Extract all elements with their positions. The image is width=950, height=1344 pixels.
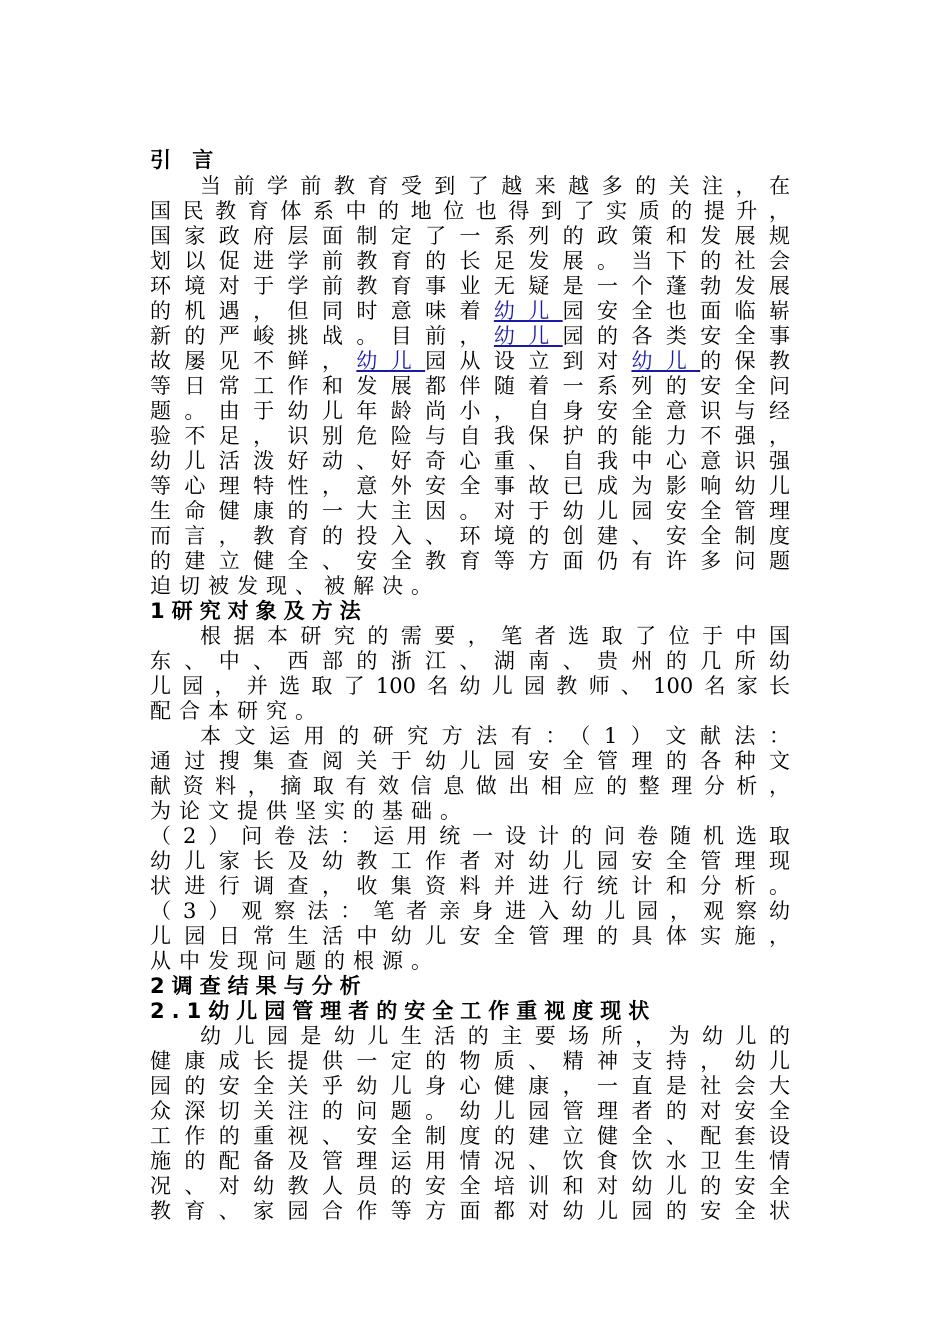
text-segment: 况、对幼教人员的安全培训和对幼儿的安全 (150, 1174, 790, 1198)
text-segment: （2）问卷法：运用统一设计的问卷随机选取 (150, 824, 790, 848)
text-segment: 1研究对象及方法 (150, 599, 368, 623)
text-segment: 国家政府层面制定了一系列的政策和发展规 (150, 224, 790, 248)
text-segment: 划以促进学前教育的长足发展。当下的社会 (150, 249, 790, 273)
text-line (150, 1149, 790, 1174)
text-segment: 献资料，摘取有效信息做出相应的整理分析， (150, 774, 790, 798)
text-line (150, 649, 790, 674)
section-heading (150, 999, 790, 1024)
text-segment: 的建立健全、安全教育等方面仍有许多问题 (150, 549, 790, 573)
text-line (200, 1024, 790, 1049)
text-segment: 幼儿家长及幼教工作者对幼儿园安全管理现 (150, 849, 790, 873)
text-segment: 园安全也面临崭 (562, 299, 791, 323)
text-segment: 众深切关注的问题。幼儿园管理者的对安全 (150, 1099, 790, 1123)
text-segment: 故屡见不鲜， (150, 349, 357, 373)
text-segment: 儿园，并选取了100名幼儿园教师、100名家长 (150, 674, 790, 698)
text-line (150, 874, 790, 899)
text-segment: 引 言 (150, 148, 221, 172)
text-segment: 验不足，识别危险与自我保护的能力不强， (150, 424, 790, 448)
text-line (150, 849, 790, 874)
text-segment: 园从设立到对 (425, 349, 632, 373)
text-segment: 幼儿园是幼儿生活的主要场所，为幼儿的 (200, 1024, 790, 1048)
text-line (150, 799, 790, 824)
text-line (150, 924, 790, 949)
text-segment: 新的严峻挑战。目前， (150, 324, 494, 348)
text-segment: 健康成长提供一定的物质、精神支持，幼儿 (150, 1049, 790, 1073)
text-segment: 2.1幼儿园管理者的安全工作重视度现状 (150, 999, 657, 1023)
text-line (150, 574, 790, 599)
text-segment: 通过搜集查阅关于幼儿园安全管理的各种文 (150, 749, 790, 773)
text-line (150, 249, 790, 274)
text-line (150, 549, 790, 574)
text-segment: 根据本研究的需要，笔者选取了位于中国 (200, 624, 790, 648)
text-line (150, 349, 790, 374)
hyperlink-youer[interactable]: 幼儿 (493, 324, 563, 348)
text-segment: 配合本研究。 (150, 699, 324, 723)
text-line (150, 1199, 790, 1224)
text-line (200, 174, 790, 199)
section-heading (150, 974, 790, 999)
text-line (150, 949, 790, 974)
text-line (150, 1049, 790, 1074)
text-segment: 等日常工作和发展都伴随着一系列的安全问 (150, 374, 790, 398)
text-segment: 园的各类安全事 (562, 324, 791, 348)
text-segment: 东、中、西部的浙江、湖南、贵州的几所幼 (150, 649, 790, 673)
text-segment: 的机遇，但同时意味着 (150, 299, 494, 323)
text-segment: 园的安全关乎幼儿身心健康，一直是社会大 (150, 1074, 790, 1098)
text-line (150, 299, 790, 324)
text-segment: 儿园日常生活中幼儿安全管理的具体实施， (150, 924, 790, 948)
text-line (150, 424, 790, 449)
text-line (200, 624, 790, 649)
text-segment: 生命健康的一大主因。对于幼儿园安全管理 (150, 499, 790, 523)
text-line (150, 1174, 790, 1199)
text-line (150, 899, 790, 924)
section-heading (150, 599, 790, 624)
text-segment: 工作的重视、安全制度的建立健全、配套设 (150, 1124, 790, 1148)
text-segment: 的保教 (700, 349, 791, 373)
text-line (150, 324, 790, 349)
text-line (150, 524, 790, 549)
text-line (200, 724, 790, 749)
text-line (150, 474, 790, 499)
text-line (150, 1124, 790, 1149)
text-segment: 等心理特性，意外安全事故已成为影响幼儿 (150, 474, 790, 498)
text-segment: 环境对于学前教育事业无疑是一个蓬勃发展 (150, 274, 790, 298)
text-segment: 迫切被发现、被解决。 (150, 574, 440, 598)
text-segment: 为论文提供坚实的基础。 (150, 799, 469, 823)
text-segment: 幼儿活泼好动、好奇心重、自我中心意识强 (150, 449, 790, 473)
text-line (150, 749, 790, 774)
text-segment: 而言，教育的投入、环境的创建、安全制度 (150, 524, 790, 548)
text-segment: 题。由于幼儿年龄尚小，自身安全意识与经 (150, 399, 790, 423)
text-line (150, 499, 790, 524)
text-line (150, 374, 790, 399)
text-line (150, 1074, 790, 1099)
text-line (150, 699, 790, 724)
text-line (150, 224, 790, 249)
text-segment: 教育、家园合作等方面都对幼儿园的安全状 (150, 1199, 790, 1223)
text-segment: 2调查结果与分析 (150, 974, 368, 998)
text-segment: 状进行调查，收集资料并进行统计和分析。 (150, 874, 790, 898)
text-segment: 本文运用的研究方法有：（1）文献法： (200, 724, 790, 748)
text-segment: 国民教育体系中的地位也得到了实质的提升， (150, 199, 790, 223)
text-segment: 从中发现问题的根源。 (150, 949, 440, 973)
text-line (150, 449, 790, 474)
text-segment: 当前学前教育受到了越来越多的关注，在 (200, 174, 790, 198)
text-segment: 施的配备及管理运用情况、饮食饮水卫生情 (150, 1149, 790, 1173)
hyperlink-youer[interactable]: 幼儿 (356, 349, 426, 373)
text-line (150, 674, 790, 699)
hyperlink-youer[interactable]: 幼儿 (493, 299, 563, 323)
section-heading (150, 148, 790, 173)
text-line (150, 274, 790, 299)
text-line (150, 1099, 790, 1124)
text-line (150, 824, 790, 849)
text-line (150, 774, 790, 799)
text-line (150, 399, 790, 424)
hyperlink-youer[interactable]: 幼儿 (631, 349, 701, 373)
text-segment: （3）观察法：笔者亲身进入幼儿园，观察幼 (150, 899, 790, 923)
text-line (150, 199, 790, 224)
